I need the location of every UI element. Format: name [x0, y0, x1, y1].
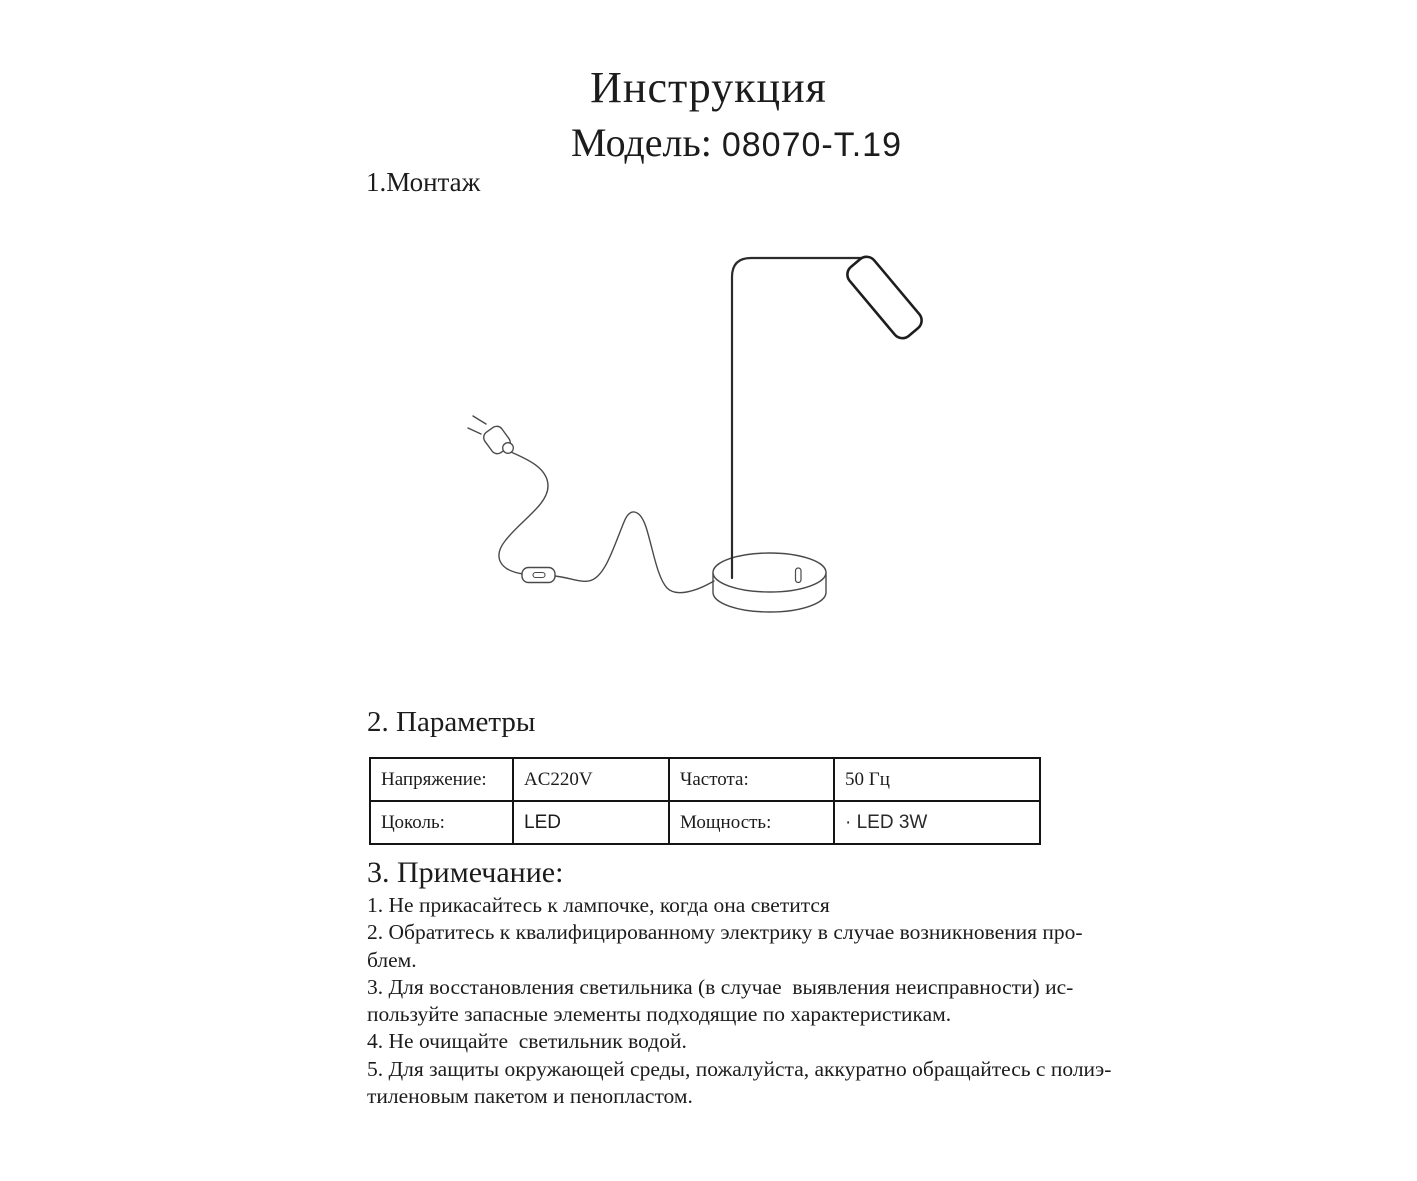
- note-line-4: 3. Для восстановления светильника (в случае выявления неисправности) ис-: [367, 974, 1074, 999]
- page-title: Инструкция: [590, 63, 827, 112]
- table-row: [370, 758, 1040, 801]
- section-heading-notes: 3. Примечание:: [367, 856, 564, 889]
- lamp-head: [843, 253, 925, 343]
- param-value-frequency: 50 Гц: [834, 758, 1040, 801]
- note-line-5: пользуйте запасные элементы подходящие по характеристикам.: [367, 1002, 952, 1027]
- notes-list: [367, 892, 1111, 1110]
- note-line-6: 4. Не очищайте светильник водой.: [367, 1029, 687, 1054]
- lamp-pole: [732, 258, 862, 578]
- model-label: Модель:: [571, 120, 712, 165]
- inline-switch: [522, 568, 555, 583]
- note-line-7: 5. Для защиты окружающей среды, пожалуйста, аккуратно обращайтесь с полиэ-: [367, 1056, 1112, 1081]
- note-line-2: 2. Обратитесь к квалифицированному электрику в случае возникновения про-: [367, 920, 1083, 945]
- param-value-power: · LED 3W: [834, 801, 1040, 844]
- section-heading-params: 2. Параметры: [367, 706, 536, 738]
- model-number: 08070-T.19: [721, 126, 902, 164]
- param-value-socket: LED: [513, 801, 669, 844]
- param-value-voltage: AC220V: [513, 758, 669, 801]
- base-slot: [796, 568, 802, 583]
- param-label-socket: Цоколь:: [370, 801, 513, 844]
- note-line-3: блем.: [367, 947, 417, 972]
- section-heading-montage: 1.Монтаж: [366, 167, 481, 197]
- note-line-1: 1. Не прикасайтесь к лампочке, когда она светится: [367, 893, 830, 917]
- parameters-table: [369, 757, 1041, 845]
- param-label-power: Мощность:: [669, 801, 834, 844]
- param-label-frequency: Частота:: [669, 758, 834, 801]
- table-row: [370, 801, 1040, 844]
- param-label-voltage: Напряжение:: [370, 758, 513, 801]
- note-line-8: тиленовым пакетом и пенопластом.: [367, 1084, 693, 1109]
- lamp-base-top: [713, 553, 826, 592]
- power-plug: [468, 416, 513, 456]
